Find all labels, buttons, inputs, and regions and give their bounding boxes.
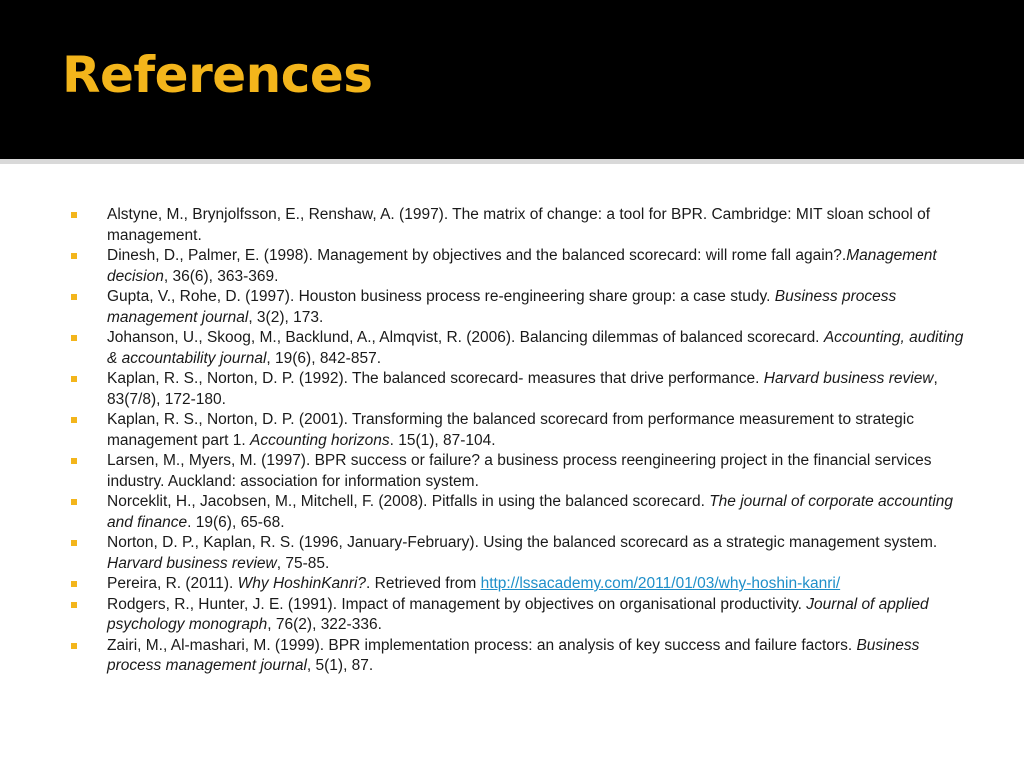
square-bullet-icon <box>71 540 77 546</box>
square-bullet-icon <box>71 499 77 505</box>
reference-text: Pereira, R. (2011). <box>107 575 238 592</box>
reference-item <box>70 328 965 369</box>
square-bullet-icon <box>71 294 77 300</box>
square-bullet-icon <box>71 643 77 649</box>
reference-details: . 19(6), 65-68. <box>187 513 285 531</box>
reference-details: , 36(6), 363-369. <box>163 267 279 285</box>
reference-item <box>70 287 965 328</box>
reference-journal: Accounting horizons <box>250 431 390 449</box>
reference-text: Norton, D. P., Kaplan, R. S. (1996, January-February). Using the balanced scorecard as a strategic management system. <box>107 534 938 551</box>
reference-text: Kaplan, R. S., Norton, D. P. (1992). The balanced scorecard- measures that drive performance. <box>107 370 764 387</box>
reference-item <box>70 492 965 533</box>
reference-journal: Management decision <box>107 247 937 285</box>
reference-title: Why HoshinKanri? <box>237 575 367 592</box>
square-bullet-icon <box>71 458 77 464</box>
reference-text: Kaplan, R. S., Norton, D. P. (2001). Transforming the balanced scorecard from performance measurement to strategic management part 1. <box>107 411 914 449</box>
reference-text: Johanson, U., Skoog, M., Backlund, A., Almqvist, R. (2006). Balancing dilemmas of balanced scorecard. <box>107 329 824 346</box>
title-divider <box>0 159 1024 164</box>
reference-details: , 83(7/8), 172-180. <box>107 370 938 408</box>
reference-url-link[interactable]: http://lssacademy.com/2011/01/03/why-hoshin-kanri/ <box>480 575 841 592</box>
square-bullet-icon <box>71 602 77 608</box>
reference-journal: Accounting, auditing & accountability journal <box>107 329 964 367</box>
reference-item <box>70 636 965 677</box>
square-bullet-icon <box>71 335 77 341</box>
reference-item <box>70 410 965 451</box>
reference-details: . Retrieved from <box>366 575 481 592</box>
reference-item <box>70 369 965 410</box>
reference-item <box>70 205 965 246</box>
reference-journal: Business process management journal <box>107 636 920 674</box>
reference-details: . 15(1), 87-104. <box>389 431 496 449</box>
square-bullet-icon <box>71 581 77 587</box>
reference-text: Larsen, M., Myers, M. (1997). BPR success or failure? a business process reengineering project in the financial services industry. Auckland: association for information system. <box>107 452 932 490</box>
reference-item <box>70 574 965 595</box>
slide-title: References <box>62 46 373 104</box>
reference-text: Zairi, M., Al-mashari, M. (1999). BPR implementation process: an analysis of key success and failure factors. <box>107 636 857 654</box>
square-bullet-icon <box>71 212 77 218</box>
reference-item <box>70 451 965 492</box>
square-bullet-icon <box>71 417 77 423</box>
reference-text: Gupta, V., Rohe, D. (1997). Houston business process re-engineering share group: a case study. <box>107 288 775 305</box>
reference-text: Dinesh, D., Palmer, E. (1998). Management by objectives and the balanced scorecard: will rome fall again?. <box>107 247 847 264</box>
reference-journal: Harvard business review <box>763 370 934 387</box>
reference-details: , 75-85. <box>276 554 330 572</box>
reference-item <box>70 595 965 636</box>
reference-list <box>70 205 965 677</box>
reference-text: Norceklit, H., Jacobsen, M., Mitchell, F. (2008). Pitfalls in using the balanced scorecard. <box>107 493 710 510</box>
reference-details: , 76(2), 322-336. <box>267 616 382 633</box>
reference-journal: Business process management journal <box>107 288 897 326</box>
square-bullet-icon <box>71 253 77 259</box>
reference-details: , 3(2), 173. <box>248 308 324 326</box>
reference-text: Alstyne, M., Brynjolfsson, E., Renshaw, A. (1997). The matrix of change: a tool for BPR. Cambridge: MIT sloan school of management. <box>107 206 931 244</box>
reference-text: Rodgers, R., Hunter, J. E. (1991). Impact of management by objectives on organisational productivity. <box>107 595 807 613</box>
reference-item <box>70 246 965 287</box>
reference-journal: Journal of applied psychology monograph <box>107 595 929 633</box>
square-bullet-icon <box>71 376 77 382</box>
reference-item <box>70 533 965 574</box>
reference-journal: Harvard business review <box>107 554 277 572</box>
reference-journal: The journal of corporate accounting and finance <box>107 493 954 531</box>
reference-details: , 19(6), 842-857. <box>266 349 382 367</box>
reference-details: , 5(1), 87. <box>306 657 374 674</box>
